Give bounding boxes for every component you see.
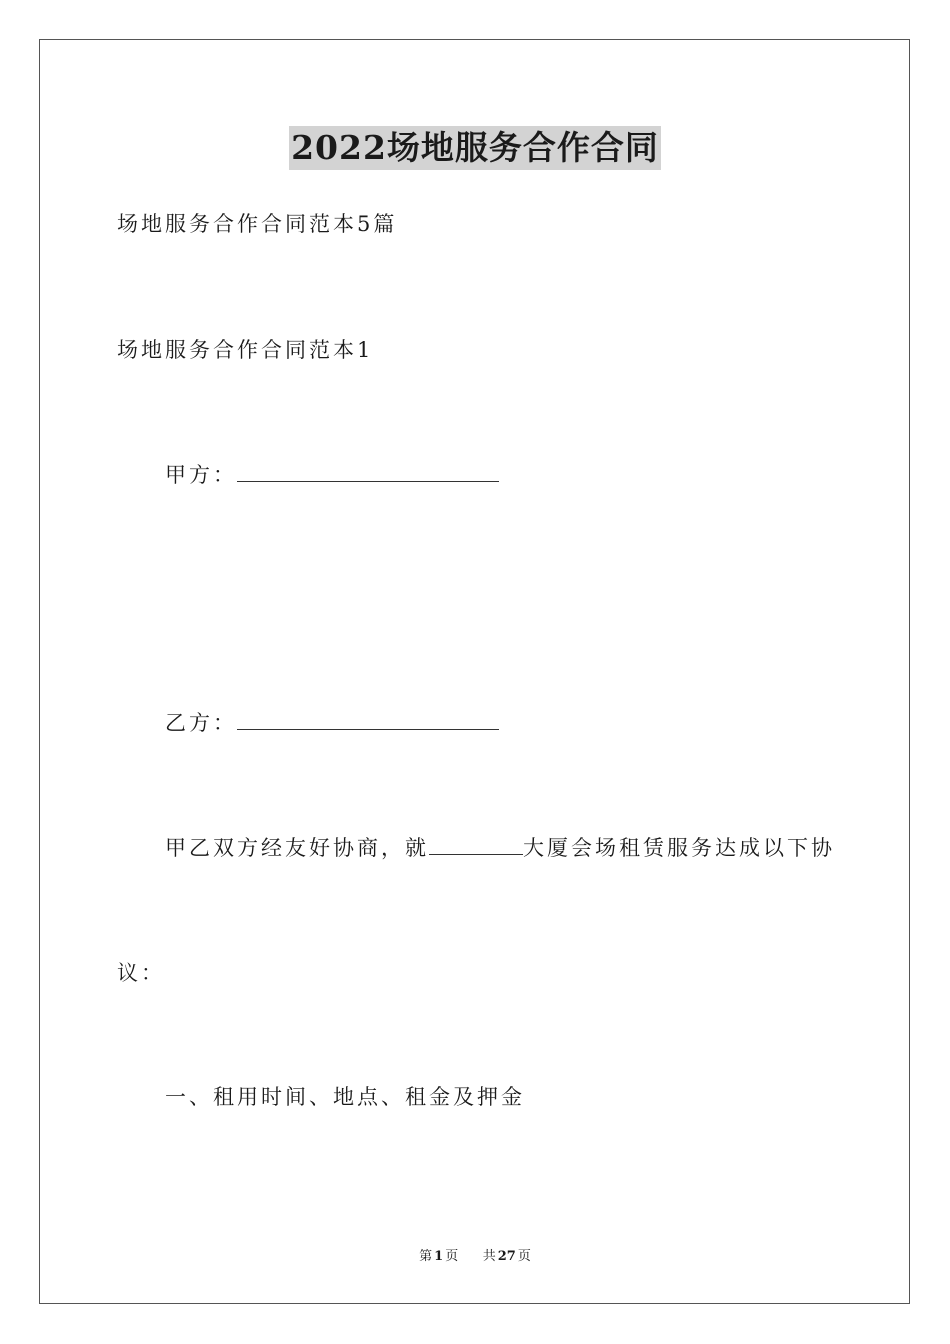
clause-1-heading: 一、租用时间、地点、租金及押金 <box>165 1085 525 1109</box>
building-name-blank <box>429 836 523 855</box>
page-number: 1 <box>434 1249 444 1264</box>
title-container <box>0 126 950 170</box>
party-b-label: 乙方： <box>165 711 237 735</box>
paragraph-part1: 甲乙双方经友好协商，就 <box>165 836 429 860</box>
party-a-blank <box>237 463 499 482</box>
document-title: 2022场地服务合作合同 <box>289 126 661 170</box>
total-pages-indicator: 共 27 页 <box>482 1249 531 1264</box>
total-pages: 27 <box>497 1249 516 1264</box>
party-a-label: 甲方： <box>165 463 237 487</box>
paragraph-end: 议： <box>117 961 165 985</box>
section-heading: 场地服务合作合同范本1 <box>117 338 374 362</box>
page-indicator: 第 1 页 <box>419 1249 459 1264</box>
party-b-blank <box>237 711 499 730</box>
agreement-paragraph <box>165 833 835 863</box>
party-b-line <box>165 708 499 738</box>
document-subtitle: 场地服务合作合同范本5篇 <box>117 212 398 236</box>
party-a-line <box>165 460 499 490</box>
paragraph-part2: 大厦会场租赁服务达成以下协 <box>523 836 835 860</box>
page-footer <box>0 1248 950 1266</box>
